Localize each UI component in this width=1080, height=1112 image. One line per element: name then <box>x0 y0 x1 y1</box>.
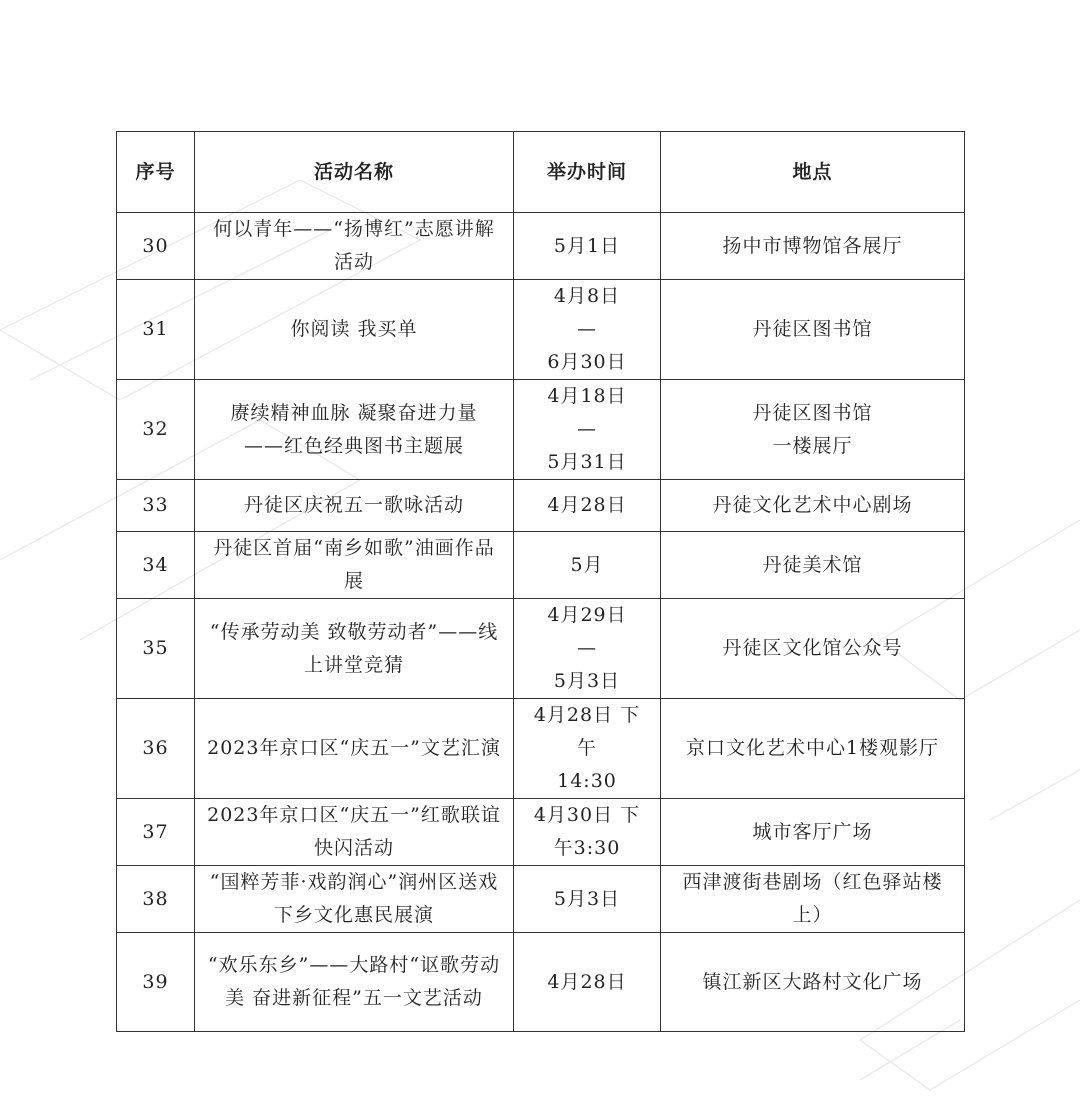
row-index: 36 <box>117 699 195 799</box>
table-row <box>117 380 965 480</box>
row-location: 丹徒区文化馆公众号 <box>661 599 965 699</box>
row-activity-name-text: 赓续精神血脉 凝聚奋进力量 ——红色经典图书主题展 <box>230 401 478 457</box>
row-activity-name: 2023年京口区“庆五一”红歌联谊快闪活动 <box>195 799 514 866</box>
row-location: 丹徒区图书馆 <box>661 280 965 380</box>
row-activity-name: 你阅读 我买单 <box>195 280 514 380</box>
table-row <box>117 599 965 699</box>
row-index: 35 <box>117 599 195 699</box>
row-activity-name: 丹徒区首届“南乡如歌”油画作品展 <box>195 532 514 599</box>
header-location: 地点 <box>661 132 965 213</box>
row-location <box>661 380 965 480</box>
row-index: 33 <box>117 480 195 532</box>
table-row <box>117 213 965 280</box>
row-time: 4月28日 <box>514 480 661 532</box>
row-activity-name: “欢乐东乡”——大路村“讴歌劳动美 奋进新征程”五一文艺活动 <box>195 933 514 1032</box>
row-time-text: 4月18日 — 5月31日 <box>547 385 627 473</box>
row-time: 4月30日 下午3:30 <box>514 799 661 866</box>
row-location: 丹徒美术馆 <box>661 532 965 599</box>
row-activity-name: 2023年京口区“庆五一”文艺汇演 <box>195 699 514 799</box>
row-activity-name: 丹徒区庆祝五一歌咏活动 <box>195 480 514 532</box>
table-row <box>117 799 965 866</box>
row-index: 38 <box>117 866 195 933</box>
table-row <box>117 532 965 599</box>
row-time <box>514 699 661 799</box>
row-location: 丹徒文化艺术中心剧场 <box>661 480 965 532</box>
row-location: 西津渡街巷剧场（红色驿站楼上） <box>661 866 965 933</box>
row-activity-name <box>195 380 514 480</box>
row-index: 39 <box>117 933 195 1032</box>
table-row <box>117 480 965 532</box>
table-row <box>117 933 965 1032</box>
row-activity-name: “国粹芳菲·戏韵润心”润州区送戏下乡文化惠民展演 <box>195 866 514 933</box>
row-time: 4月28日 <box>514 933 661 1032</box>
row-activity-name: 何以青年——“扬博红”志愿讲解活动 <box>195 213 514 280</box>
row-index: 30 <box>117 213 195 280</box>
row-time: 5月1日 <box>514 213 661 280</box>
row-time-text: 4月28日 下午 14:30 <box>533 704 641 792</box>
table-row <box>117 280 965 380</box>
row-index: 37 <box>117 799 195 866</box>
header-time: 举办时间 <box>514 132 661 213</box>
row-index: 34 <box>117 532 195 599</box>
row-location: 京口文化艺术中心1楼观影厅 <box>661 699 965 799</box>
row-time <box>514 380 661 480</box>
row-location: 城市客厅广场 <box>661 799 965 866</box>
table-row <box>117 699 965 799</box>
row-time: 5月 <box>514 532 661 599</box>
row-location-text: 丹徒区图书馆 一楼展厅 <box>752 401 873 457</box>
row-time-text: 4月8日 — 6月30日 <box>547 285 627 373</box>
row-location: 镇江新区大路村文化广场 <box>661 933 965 1032</box>
row-location: 扬中市博物馆各展厅 <box>661 213 965 280</box>
table-header-row <box>117 132 965 213</box>
row-time: 5月3日 <box>514 866 661 933</box>
header-index: 序号 <box>117 132 195 213</box>
row-time-text: 4月29日 — 5月3日 <box>547 604 627 692</box>
row-time <box>514 599 661 699</box>
table-row <box>117 866 965 933</box>
row-activity-name: “传承劳动美 致敬劳动者”——线上讲堂竞猜 <box>195 599 514 699</box>
row-index: 32 <box>117 380 195 480</box>
header-activity-name: 活动名称 <box>195 132 514 213</box>
row-index: 31 <box>117 280 195 380</box>
row-time <box>514 280 661 380</box>
activity-table <box>116 131 965 1032</box>
